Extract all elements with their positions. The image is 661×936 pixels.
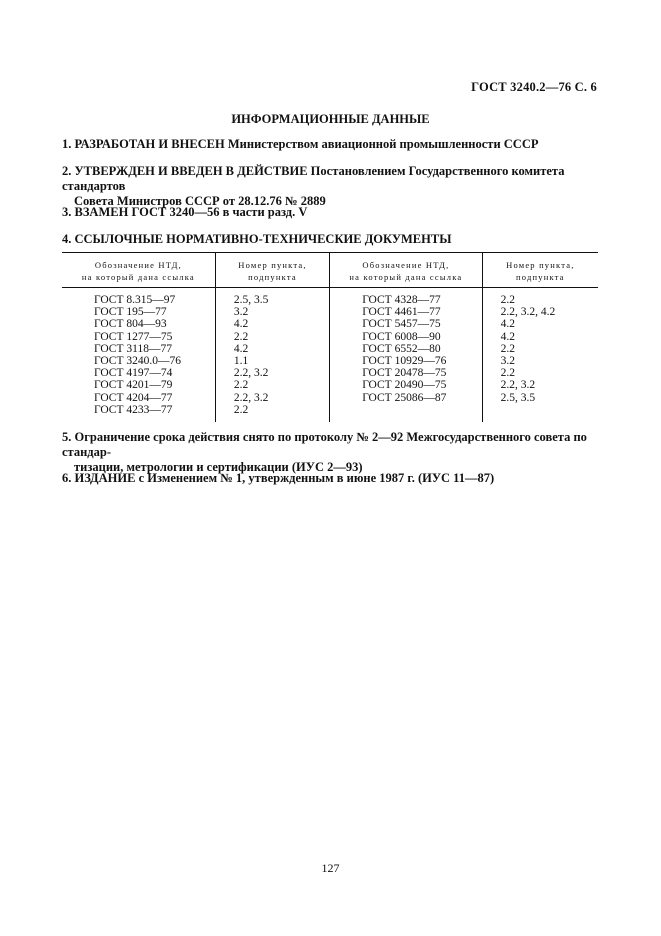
- table-cell: 1.1: [233, 355, 249, 368]
- table-cell: 2.2: [500, 294, 516, 306]
- info-item-2-text: 2. УТВЕРЖДЕН И ВВЕДЕН В ДЕЙСТВИЕ Постановлением Государственного комитета стандартов: [62, 164, 565, 193]
- info-item-6: [62, 471, 602, 486]
- table-cell: 4.2: [500, 330, 516, 343]
- table-cell: 2.2: [233, 379, 249, 392]
- header-doc-left-line2: на который дана ссылка: [81, 272, 195, 282]
- table-cell: ГОСТ 6552—80: [362, 342, 441, 355]
- table-cell: ГОСТ 4197—74: [94, 367, 173, 380]
- table-cell: ГОСТ 4201—79: [94, 379, 173, 392]
- info-item-2-text-cont: Совета Министров СССР от 28.12.76 № 2889: [74, 194, 326, 208]
- right-point-column: [482, 288, 598, 423]
- left-point-column: [215, 288, 329, 423]
- info-item-4-text: 4. ССЫЛОЧНЫЕ НОРМАТИВНО-ТЕХНИЧЕСКИЕ ДОКУМЕНТЫ: [62, 232, 452, 246]
- table-cell: 2.2: [233, 403, 249, 416]
- header-point-right-line2: подпункта: [516, 272, 565, 282]
- table-cell: ГОСТ 20478—75: [362, 367, 447, 380]
- header-point-left: [215, 253, 329, 288]
- info-item-5: [62, 430, 602, 475]
- table-cell: 2.2, 3.2: [233, 391, 269, 404]
- table-cell: 3.2: [500, 355, 516, 368]
- table-cell: ГОСТ 4461—77: [362, 306, 441, 319]
- table-cell: 2.2, 3.2, 4.2: [500, 306, 556, 319]
- table-cell: 4.2: [233, 342, 249, 355]
- table-cell: ГОСТ 10929—76: [362, 355, 447, 368]
- header-doc-right: [330, 253, 482, 288]
- header-point-left-line2: подпункта: [248, 272, 297, 282]
- table-cell: ГОСТ 1277—75: [94, 330, 173, 343]
- table-cell: 2.2, 3.2: [500, 379, 536, 392]
- info-item-6-text: 6. ИЗДАНИЕ с Изменением № 1, утвержденным в июне 1987 г. (ИУС 11—87): [62, 471, 495, 485]
- table-cell: 2.5, 3.5: [500, 391, 536, 404]
- header-doc-left-line1: Обозначение НТД,: [94, 260, 182, 270]
- info-item-3: [62, 205, 602, 220]
- info-item-1: [62, 137, 602, 152]
- header-point-right-line1: Номер пункта,: [506, 260, 575, 270]
- reference-documents-table: [62, 252, 598, 422]
- header-doc-right-line2: на который дана ссылка: [349, 272, 463, 282]
- table-cell: ГОСТ 5457—75: [362, 318, 441, 331]
- page-number: 127: [321, 861, 340, 875]
- info-item-5-text-cont: тизации, метрологии и сертификации (ИУС 2—93): [74, 460, 363, 474]
- table-cell: ГОСТ 804—93: [94, 318, 167, 331]
- table-cell: ГОСТ 6008—90: [362, 330, 441, 343]
- info-item-5-text: 5. Ограничение срока действия снято по протоколу № 2—92 Межгосударственного совета по стандар-: [62, 430, 587, 459]
- table-cell: 2.5, 3.5: [233, 294, 269, 306]
- header-doc-right-line1: Обозначение НТД,: [362, 260, 450, 270]
- table-cell: 2.2: [500, 342, 516, 355]
- info-item-4: [62, 232, 602, 247]
- table-cell: 3.2: [233, 306, 249, 319]
- document-reference-header: ГОСТ 3240.2—76 С. 6: [471, 80, 597, 94]
- table-cell: 4.2: [500, 318, 516, 331]
- table-cell: ГОСТ 195—77: [94, 306, 167, 319]
- info-item-1-text: 1. РАЗРАБОТАН И ВНЕСЕН Министерством авиационной промышленности СССР: [62, 137, 539, 151]
- info-item-2: [62, 164, 602, 209]
- table-cell: ГОСТ 4328—77: [362, 294, 441, 306]
- table-cell: ГОСТ 4204—77: [94, 391, 173, 404]
- table-cell: ГОСТ 4233—77: [94, 403, 173, 416]
- table-cell: 4.2: [233, 318, 249, 331]
- info-item-3-text: 3. ВЗАМЕН ГОСТ 3240—56 в части разд. V: [62, 205, 308, 219]
- header-point-right: [482, 253, 598, 288]
- header-point-left-line1: Номер пункта,: [238, 260, 307, 270]
- table-cell: ГОСТ 8.315—97: [94, 294, 176, 306]
- table-cell: ГОСТ 3240.0—76: [94, 355, 182, 368]
- right-doc-column: [330, 288, 482, 423]
- left-doc-column: [62, 288, 215, 423]
- table-cell: 2.2: [233, 330, 249, 343]
- table-cell: ГОСТ 25086—87: [362, 391, 447, 404]
- section-title: ИНФОРМАЦИОННЫЕ ДАННЫЕ: [231, 112, 430, 126]
- table-cell: 2.2, 3.2: [233, 367, 269, 380]
- table-cell: ГОСТ 20490—75: [362, 379, 447, 392]
- table-cell: 2.2: [500, 367, 516, 380]
- header-doc-left: [62, 253, 215, 288]
- table-cell: ГОСТ 3118—77: [94, 342, 172, 355]
